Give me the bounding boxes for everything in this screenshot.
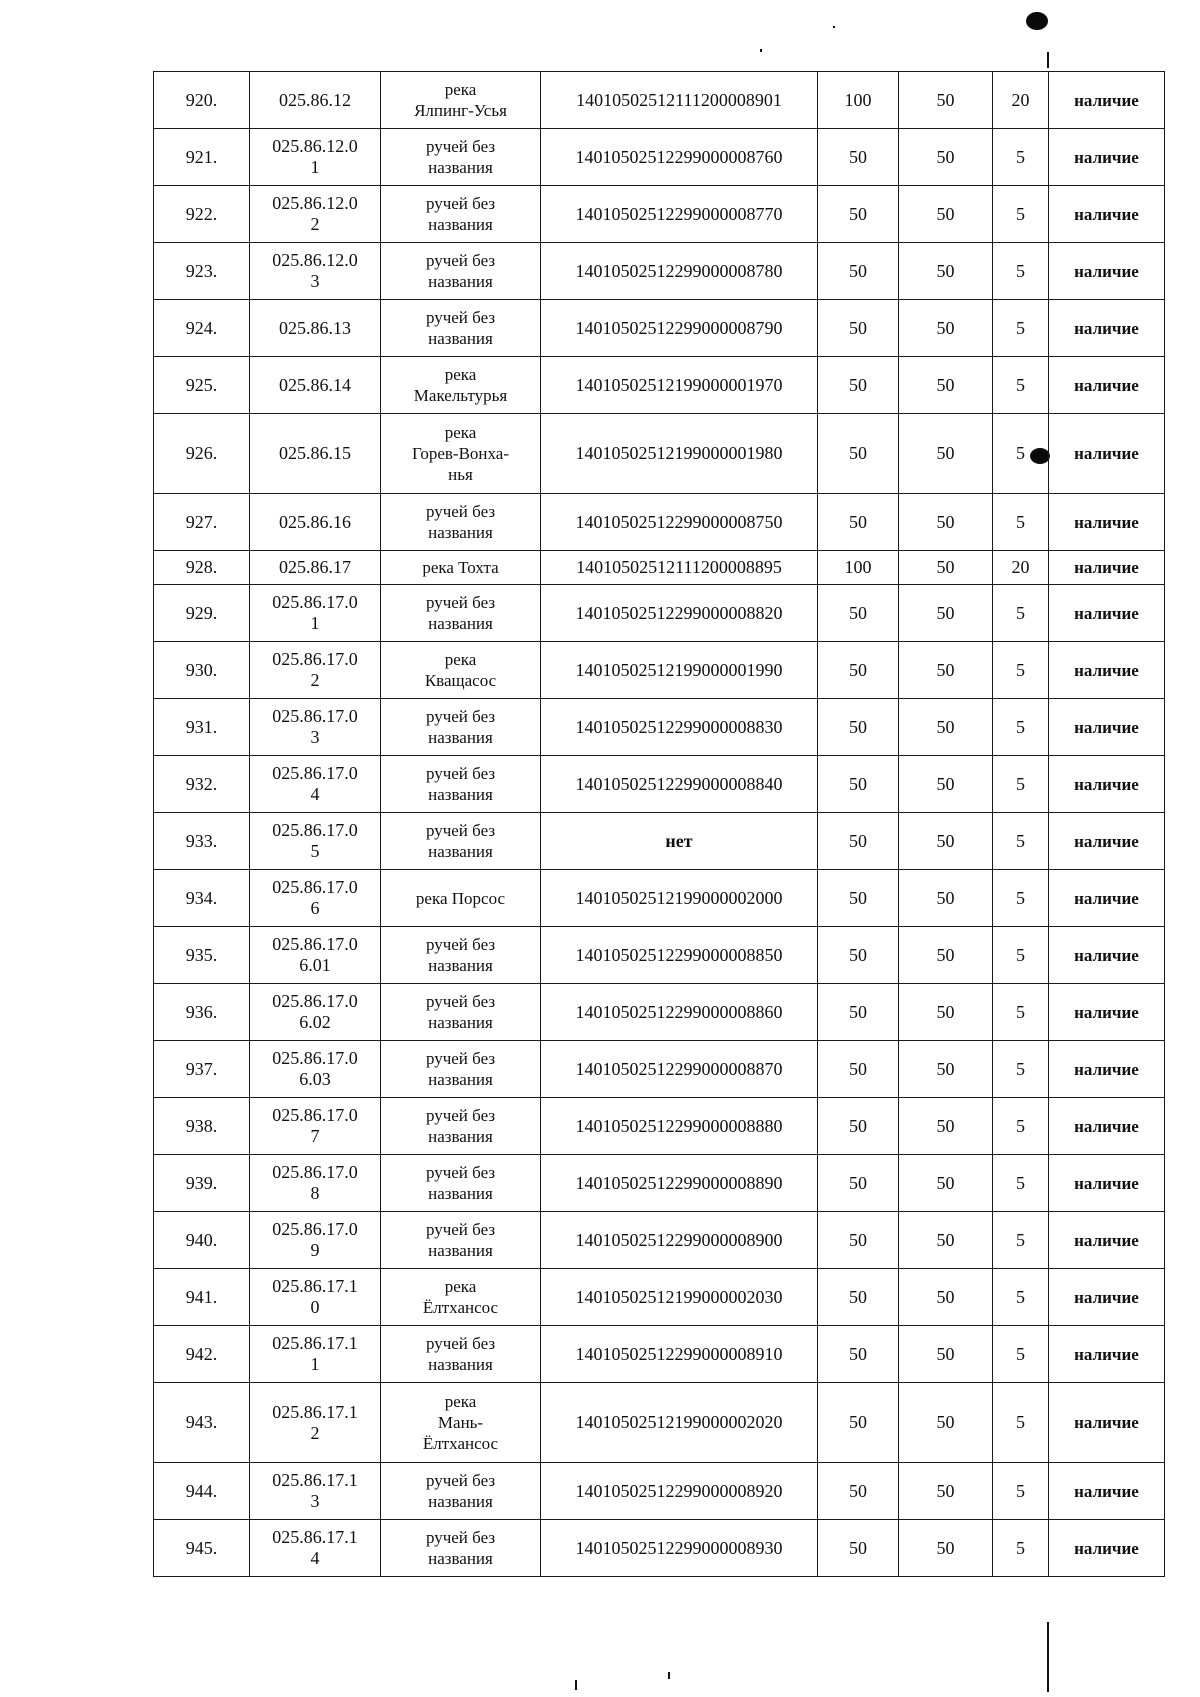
- water-body-name-cell: ручей без названия: [381, 1326, 541, 1383]
- water-register-code-cell: 14010502512299000008760: [541, 129, 818, 186]
- value-a-cell: 50: [818, 414, 899, 494]
- value-c-cell: 5: [993, 1269, 1049, 1326]
- value-b-cell: 50: [899, 1155, 993, 1212]
- water-body-name-cell: ручей без названия: [381, 927, 541, 984]
- availability-cell: наличие: [1049, 243, 1165, 300]
- row-number-cell: 931.: [154, 699, 250, 756]
- row-number-cell: 920.: [154, 72, 250, 129]
- value-c-cell: 5: [993, 1212, 1049, 1269]
- value-c-cell: 5: [993, 1326, 1049, 1383]
- water-body-name-cell: река Кващасос: [381, 642, 541, 699]
- row-number-cell: 941.: [154, 1269, 250, 1326]
- availability-cell: наличие: [1049, 551, 1165, 585]
- row-number-cell: 921.: [154, 129, 250, 186]
- water-body-name-cell: река Горев-Вонха- нья: [381, 414, 541, 494]
- water-register-code-cell: 14010502512299000008770: [541, 186, 818, 243]
- water-register-code-cell: 14010502512299000008790: [541, 300, 818, 357]
- table-row: [154, 1520, 1165, 1577]
- table-row: [154, 1212, 1165, 1269]
- scan-line-right-bottom: [1047, 1622, 1049, 1692]
- table-row: [154, 756, 1165, 813]
- availability-cell: наличие: [1049, 1383, 1165, 1463]
- code-cell: 025.86.17.1 0: [250, 1269, 381, 1326]
- water-register-code-cell: 14010502512299000008910: [541, 1326, 818, 1383]
- row-number-cell: 934.: [154, 870, 250, 927]
- water-register-code-cell: 14010502512111200008895: [541, 551, 818, 585]
- table-row: [154, 414, 1165, 494]
- value-b-cell: 50: [899, 72, 993, 129]
- value-c-cell: 20: [993, 72, 1049, 129]
- value-a-cell: 50: [818, 357, 899, 414]
- value-a-cell: 50: [818, 927, 899, 984]
- code-cell: 025.86.17.0 6: [250, 870, 381, 927]
- table-row: [154, 1326, 1165, 1383]
- availability-cell: наличие: [1049, 1463, 1165, 1520]
- value-a-cell: 50: [818, 1326, 899, 1383]
- table-row: [154, 1041, 1165, 1098]
- value-b-cell: 50: [899, 870, 993, 927]
- code-cell: 025.86.12.0 2: [250, 186, 381, 243]
- row-number-cell: 930.: [154, 642, 250, 699]
- value-a-cell: 50: [818, 1155, 899, 1212]
- table-row: [154, 1098, 1165, 1155]
- availability-cell: наличие: [1049, 1212, 1165, 1269]
- table-row: [154, 1269, 1165, 1326]
- value-a-cell: 50: [818, 129, 899, 186]
- value-c-cell: 5: [993, 756, 1049, 813]
- value-a-cell: 100: [818, 551, 899, 585]
- value-b-cell: 50: [899, 1463, 993, 1520]
- water-register-code-cell: 14010502512299000008920: [541, 1463, 818, 1520]
- table-row: [154, 551, 1165, 585]
- value-c-cell: 5: [993, 494, 1049, 551]
- water-body-name-cell: ручей без названия: [381, 585, 541, 642]
- value-a-cell: 50: [818, 1269, 899, 1326]
- row-number-cell: 929.: [154, 585, 250, 642]
- value-b-cell: 50: [899, 585, 993, 642]
- value-b-cell: 50: [899, 494, 993, 551]
- water-register-code-cell: 14010502512199000001990: [541, 642, 818, 699]
- value-b-cell: 50: [899, 1520, 993, 1577]
- water-register-code-cell: 14010502512199000001980: [541, 414, 818, 494]
- water-register-code-cell: 14010502512299000008780: [541, 243, 818, 300]
- water-register-code-cell: 14010502512299000008750: [541, 494, 818, 551]
- value-b-cell: 50: [899, 357, 993, 414]
- water-body-name-cell: река Ёлтхансос: [381, 1269, 541, 1326]
- water-register-code-cell: 14010502512299000008860: [541, 984, 818, 1041]
- code-cell: 025.86.17.0 8: [250, 1155, 381, 1212]
- value-b-cell: 50: [899, 813, 993, 870]
- water-body-name-cell: ручей без названия: [381, 1212, 541, 1269]
- table-row: [154, 699, 1165, 756]
- water-register-code-cell: 14010502512299000008850: [541, 927, 818, 984]
- value-c-cell: 5: [993, 699, 1049, 756]
- code-cell: 025.86.12: [250, 72, 381, 129]
- table-row: [154, 984, 1165, 1041]
- water-register-code-cell: 14010502512299000008890: [541, 1155, 818, 1212]
- table-row: [154, 494, 1165, 551]
- value-a-cell: 50: [818, 642, 899, 699]
- availability-cell: наличие: [1049, 756, 1165, 813]
- water-body-name-cell: ручей без названия: [381, 699, 541, 756]
- value-a-cell: 50: [818, 870, 899, 927]
- water-body-name-cell: ручей без названия: [381, 756, 541, 813]
- code-cell: 025.86.17.1 4: [250, 1520, 381, 1577]
- availability-cell: наличие: [1049, 414, 1165, 494]
- row-number-cell: 935.: [154, 927, 250, 984]
- scan-line-right-top: [1047, 52, 1049, 68]
- speck-bottom-1: [575, 1680, 577, 1690]
- code-cell: 025.86.17.0 4: [250, 756, 381, 813]
- ink-blot-top: [1026, 12, 1048, 30]
- value-b-cell: 50: [899, 1326, 993, 1383]
- value-c-cell: 5: [993, 129, 1049, 186]
- water-body-name-cell: ручей без названия: [381, 494, 541, 551]
- availability-cell: наличие: [1049, 813, 1165, 870]
- code-cell: 025.86.17.0 5: [250, 813, 381, 870]
- code-cell: 025.86.17.1 3: [250, 1463, 381, 1520]
- value-c-cell: 5: [993, 1155, 1049, 1212]
- value-b-cell: 50: [899, 699, 993, 756]
- row-number-cell: 928.: [154, 551, 250, 585]
- value-c-cell: 5: [993, 300, 1049, 357]
- value-c-cell: 5: [993, 186, 1049, 243]
- value-b-cell: 50: [899, 129, 993, 186]
- availability-cell: наличие: [1049, 1098, 1165, 1155]
- row-number-cell: 945.: [154, 1520, 250, 1577]
- row-number-cell: 933.: [154, 813, 250, 870]
- value-c-cell: 5: [993, 642, 1049, 699]
- value-c-cell: 5: [993, 1041, 1049, 1098]
- row-number-cell: 943.: [154, 1383, 250, 1463]
- row-number-cell: 937.: [154, 1041, 250, 1098]
- water-register-code-cell: 14010502512299000008880: [541, 1098, 818, 1155]
- code-cell: 025.86.14: [250, 357, 381, 414]
- speck-top: [760, 49, 762, 52]
- row-number-cell: 923.: [154, 243, 250, 300]
- value-b-cell: 50: [899, 414, 993, 494]
- table-row: [154, 1463, 1165, 1520]
- table-row: [154, 243, 1165, 300]
- value-c-cell: 5: [993, 1463, 1049, 1520]
- availability-cell: наличие: [1049, 186, 1165, 243]
- value-b-cell: 50: [899, 1383, 993, 1463]
- value-c-cell: 5: [993, 813, 1049, 870]
- table-row: [154, 357, 1165, 414]
- availability-cell: наличие: [1049, 1269, 1165, 1326]
- water-register-code-cell: 14010502512299000008930: [541, 1520, 818, 1577]
- row-number-cell: 925.: [154, 357, 250, 414]
- row-number-cell: 944.: [154, 1463, 250, 1520]
- availability-cell: наличие: [1049, 699, 1165, 756]
- value-b-cell: 50: [899, 984, 993, 1041]
- availability-cell: наличие: [1049, 984, 1165, 1041]
- availability-cell: наличие: [1049, 300, 1165, 357]
- availability-cell: наличие: [1049, 72, 1165, 129]
- value-c-cell: 5: [993, 870, 1049, 927]
- value-a-cell: 50: [818, 1041, 899, 1098]
- water-register-code-cell: нет: [541, 813, 818, 870]
- value-b-cell: 50: [899, 300, 993, 357]
- code-cell: 025.86.17.0 6.03: [250, 1041, 381, 1098]
- code-cell: 025.86.13: [250, 300, 381, 357]
- water-body-name-cell: река Тохта: [381, 551, 541, 585]
- table-row: [154, 72, 1165, 129]
- table-row: [154, 813, 1165, 870]
- value-b-cell: 50: [899, 642, 993, 699]
- code-cell: 025.86.17: [250, 551, 381, 585]
- water-body-name-cell: ручей без названия: [381, 1098, 541, 1155]
- value-a-cell: 50: [818, 243, 899, 300]
- water-body-name-cell: ручей без названия: [381, 813, 541, 870]
- table-row: [154, 585, 1165, 642]
- availability-cell: наличие: [1049, 870, 1165, 927]
- code-cell: 025.86.17.0 3: [250, 699, 381, 756]
- table-row: [154, 300, 1165, 357]
- row-number-cell: 942.: [154, 1326, 250, 1383]
- row-number-cell: 922.: [154, 186, 250, 243]
- value-a-cell: 50: [818, 1463, 899, 1520]
- code-cell: 025.86.17.0 1: [250, 585, 381, 642]
- row-number-cell: 938.: [154, 1098, 250, 1155]
- value-a-cell: 50: [818, 186, 899, 243]
- value-c-cell: 5: [993, 414, 1049, 494]
- value-a-cell: 50: [818, 984, 899, 1041]
- value-b-cell: 50: [899, 756, 993, 813]
- table-row: [154, 1155, 1165, 1212]
- water-body-name-cell: ручей без названия: [381, 1520, 541, 1577]
- value-b-cell: 50: [899, 927, 993, 984]
- water-register-code-cell: 14010502512199000002000: [541, 870, 818, 927]
- availability-cell: наличие: [1049, 357, 1165, 414]
- water-body-name-cell: река Порсос: [381, 870, 541, 927]
- table-row: [154, 927, 1165, 984]
- availability-cell: наличие: [1049, 494, 1165, 551]
- code-cell: 025.86.17.0 7: [250, 1098, 381, 1155]
- value-c-cell: 5: [993, 1520, 1049, 1577]
- value-a-cell: 50: [818, 756, 899, 813]
- water-register-code-cell: 14010502512111200008901: [541, 72, 818, 129]
- value-a-cell: 50: [818, 1520, 899, 1577]
- water-body-name-cell: ручей без названия: [381, 129, 541, 186]
- water-register-code-cell: 14010502512299000008830: [541, 699, 818, 756]
- water-body-name-cell: река Мань- Ёлтхансос: [381, 1383, 541, 1463]
- code-cell: 025.86.17.0 9: [250, 1212, 381, 1269]
- value-a-cell: 50: [818, 1212, 899, 1269]
- water-register-code-cell: 14010502512199000002020: [541, 1383, 818, 1463]
- availability-cell: наличие: [1049, 1520, 1165, 1577]
- row-number-cell: 939.: [154, 1155, 250, 1212]
- row-number-cell: 940.: [154, 1212, 250, 1269]
- availability-cell: наличие: [1049, 1326, 1165, 1383]
- value-a-cell: 50: [818, 1383, 899, 1463]
- table-body: [154, 72, 1165, 1577]
- code-cell: 025.86.15: [250, 414, 381, 494]
- value-c-cell: 5: [993, 243, 1049, 300]
- value-c-cell: 5: [993, 927, 1049, 984]
- value-c-cell: 5: [993, 357, 1049, 414]
- value-a-cell: 50: [818, 699, 899, 756]
- water-register-code-cell: 14010502512299000008900: [541, 1212, 818, 1269]
- value-b-cell: 50: [899, 551, 993, 585]
- water-bodies-table: [153, 71, 1165, 1577]
- value-a-cell: 50: [818, 813, 899, 870]
- availability-cell: наличие: [1049, 927, 1165, 984]
- value-a-cell: 50: [818, 1098, 899, 1155]
- water-body-name-cell: ручей без названия: [381, 1463, 541, 1520]
- water-body-name-cell: река Ялпинг-Усья: [381, 72, 541, 129]
- code-cell: 025.86.17.0 6.01: [250, 927, 381, 984]
- water-register-code-cell: 14010502512299000008870: [541, 1041, 818, 1098]
- code-cell: 025.86.16: [250, 494, 381, 551]
- table-row: [154, 186, 1165, 243]
- availability-cell: наличие: [1049, 129, 1165, 186]
- value-a-cell: 50: [818, 300, 899, 357]
- water-register-code-cell: 14010502512199000001970: [541, 357, 818, 414]
- table-row: [154, 129, 1165, 186]
- water-body-name-cell: река Макельтурья: [381, 357, 541, 414]
- code-cell: 025.86.17.1 1: [250, 1326, 381, 1383]
- code-cell: 025.86.17.1 2: [250, 1383, 381, 1463]
- availability-cell: наличие: [1049, 1155, 1165, 1212]
- row-number-cell: 932.: [154, 756, 250, 813]
- value-c-cell: 5: [993, 984, 1049, 1041]
- value-c-cell: 5: [993, 1383, 1049, 1463]
- water-body-name-cell: ручей без названия: [381, 1041, 541, 1098]
- availability-cell: наличие: [1049, 1041, 1165, 1098]
- water-body-name-cell: ручей без названия: [381, 186, 541, 243]
- row-number-cell: 927.: [154, 494, 250, 551]
- water-register-code-cell: 14010502512299000008840: [541, 756, 818, 813]
- water-body-name-cell: ручей без названия: [381, 300, 541, 357]
- row-number-cell: 926.: [154, 414, 250, 494]
- value-b-cell: 50: [899, 1269, 993, 1326]
- row-number-cell: 924.: [154, 300, 250, 357]
- water-body-name-cell: ручей без названия: [381, 243, 541, 300]
- value-b-cell: 50: [899, 1041, 993, 1098]
- value-a-cell: 100: [818, 72, 899, 129]
- value-b-cell: 50: [899, 243, 993, 300]
- value-c-cell: 5: [993, 585, 1049, 642]
- code-cell: 025.86.12.0 1: [250, 129, 381, 186]
- code-cell: 025.86.17.0 6.02: [250, 984, 381, 1041]
- availability-cell: наличие: [1049, 585, 1165, 642]
- table-row: [154, 870, 1165, 927]
- value-c-cell: 5: [993, 1098, 1049, 1155]
- table-row: [154, 642, 1165, 699]
- speck-bottom-2: [668, 1672, 670, 1679]
- value-b-cell: 50: [899, 1098, 993, 1155]
- row-number-cell: 936.: [154, 984, 250, 1041]
- value-a-cell: 50: [818, 585, 899, 642]
- water-register-code-cell: 14010502512299000008820: [541, 585, 818, 642]
- availability-cell: наличие: [1049, 642, 1165, 699]
- code-cell: 025.86.17.0 2: [250, 642, 381, 699]
- water-body-name-cell: ручей без названия: [381, 1155, 541, 1212]
- water-body-name-cell: ручей без названия: [381, 984, 541, 1041]
- speck-top-2: [833, 26, 835, 28]
- value-b-cell: 50: [899, 186, 993, 243]
- water-register-code-cell: 14010502512199000002030: [541, 1269, 818, 1326]
- table-row: [154, 1383, 1165, 1463]
- value-c-cell: 20: [993, 551, 1049, 585]
- value-a-cell: 50: [818, 494, 899, 551]
- value-b-cell: 50: [899, 1212, 993, 1269]
- code-cell: 025.86.12.0 3: [250, 243, 381, 300]
